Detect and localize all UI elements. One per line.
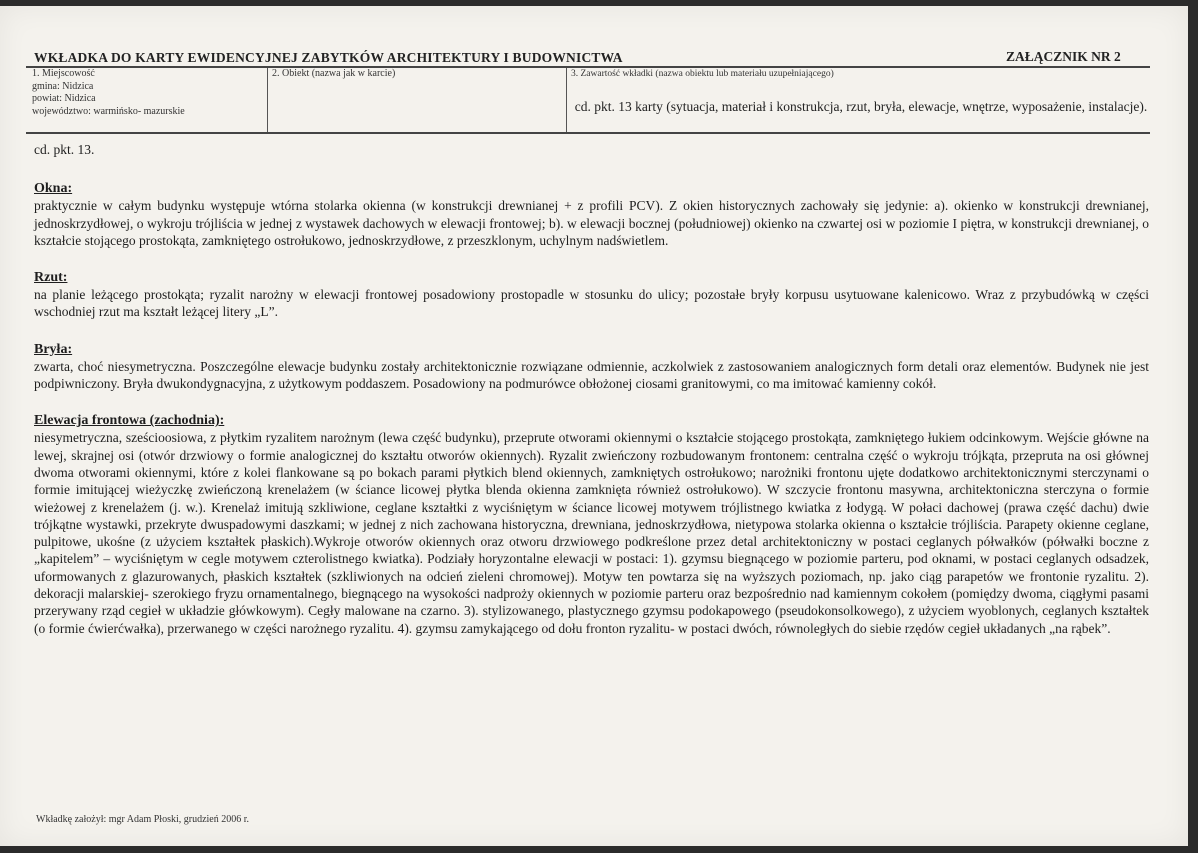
section-heading: Elewacja frontowa (zachodnia): <box>34 413 225 429</box>
object-cell <box>267 68 567 132</box>
section-bryla <box>34 341 1149 393</box>
wojewodztwo-value: województwo: warmińsko- mazurskie <box>32 105 185 117</box>
contents-cell <box>566 68 1155 132</box>
document-title: WKŁADKA DO KARTY EWIDENCYJNEJ ZABYTKÓW ARCHITEKTURY I BUDOWNICTWA <box>34 50 623 65</box>
section-okna <box>34 180 1149 249</box>
section-body: niesymetryczna, sześcioosiowa, z płytkim ryzalitem narożnym (lewa część budynku), przeprute otworami okiennymi o kształcie stojącego prostokąta, zamkniętego łukiem odcinkowym. Wejście główne na lewej, skrajnej osi (otwór drzwiowy o formie analogicznej do kształtu otworów okiennych). Ryzalit zwieńczony rozbudowanym frontonem: centralna część o wykroju trójkąta, przeprutа na osi głównej dwoma otworami okiennymi, które z kolei flankowane są po bokach parami płytkich blend okiennych, zamkniętych ostrołukowo; narożniki frontonu ujęte dodatkowo architektonicznymi sterczynami o formie imitującej wieżyczkę zwieńczoną krenelażem (w ściance licowej płytka blenda okienna zamknięta również ostrołukowo). W szczycie frontonu masywna, architektoniczna sterczyna o formie wieżowej z krenelażem (j. w.). Krenelaż imitują szkliwione, ceglane kształtki z wyciśniętym w ściance licowej motywem trójlistnego kwiatka z łodygą. W połaci dachowej (prawa część dachu) dwie trójkątne wystawki, przekryte dwuspadowymi daszkami; w jednej z nich zachowana historyczna, drewniana, jednoskrzydłowa, nietypowa stolarka okienna o kształcie trójliścia. Parapety okienne ceglane, pulpitowe, ukośne (z użyciem kształtek płaskich).Wykroje otworów okiennych oraz otworu drzwiowego podkreślone przez detal architektoniczny w postaci ceglanych półwałków (półwałki boczne z „kapitelem” – wyciśniętym w cegle motywem czterolistnego kwiatka). Podziały horyzontalne elewacji w postaci: 1). gzymsu biegnącego w poziomie parteru, pod oknami, w postaci ceglanych odsadzek, uformowanych z glazurowanych, płaskich kształtek (szkliwionych na odcień zieleni chromowej). Motyw ten powtarza się na wyższych poziomach, np. jako ciąg parapetów we frontonie ryzalitu. 2). dekoracji malarskiej- szerokiego fryzu ornamentalnego, biegnącego na wysokości nadproży okiennych w poziomie parteru oraz bezpośrednio nad kamiennym cokołem (pomiędzy dwoma, ciągłymi pasami przerywany rząd cegieł w układzie główkowym). Cegły malowane na czarno. 3). stylizowanego, plastycznego gzymsu podokapowego (pseudokonsolkowego), z użyciem wyoblonych, ceglanych kształtek (o formie ćwierćwałka), przerwanego w części narożnego ryzalitu. 4). gzymsu zamykającego od dołu fronton ryzalitu- w postaci dwóch, równoległych do siebie rzędów cegieł układanych „na rąbek”. <box>34 430 1149 636</box>
section-heading: Rzut: <box>34 270 68 286</box>
location-label: 1. Miejscowość <box>32 68 95 79</box>
section-body: zwarta, choć niesymetryczna. Poszczególne elewacje budynku zostały architektonicznie rozwiązane odmiennie, aczkolwiek z zastosowaniem analogicznych form detali oraz elementów. Budynek nie jest podpiwniczony. Bryła dwukondygnacyjna, z użytkowym poddaszem. Posadowiony na podmurówce obłożonej ciosami granitowymi, co ma imitować kamienny cokół. <box>34 358 1149 392</box>
contents-label: 3. Zawartość wkładki (nazwa obiektu lub materiału uzupełniającego) <box>571 69 834 79</box>
contents-value: cd. pkt. 13 karty (sytuacja, materiał i konstrukcja, rzut, bryła, elewacje, wnętrze, wyposażenie, instalacje). <box>574 99 1148 114</box>
section-rzut <box>34 269 1149 321</box>
header-table <box>26 66 1150 134</box>
section-body: praktycznie w całym budynku występuje wtórna stolarka okienna (w konstrukcji drewnianej + z profili PCV). Z okien historycznych zachowały się jedynie: a). okienko w konstrukcji drewnianej, jednoskrzydłowej, o wykroju trójliścia w jednej z wystawek dachowych w elewacji frontowej; b). w elewacji bocznej (południowej) okienko na czwartej osi w poziomie I piętra, w konstrukcji drewnianej, o kształcie stojącego prostokąta, zamkniętego ostrołukowo, jednoskrzydłowe, z przeszklonym, uchylnym nadświetlem. <box>34 198 1149 248</box>
powiat-value: powiat: Nidzica <box>32 93 96 104</box>
document-body <box>34 141 1149 657</box>
attachment-number: ZAŁĄCZNIK NR 2 <box>1006 49 1121 64</box>
continuation-note: cd. pkt. 13. <box>34 142 95 157</box>
location-cell <box>26 68 270 132</box>
author-note: Wkładkę założył: mgr Adam Płoski, grudzień 2006 r. <box>36 814 250 825</box>
section-heading: Bryła: <box>34 341 73 357</box>
object-label: 2. Obiekt (nazwa jak w karcie) <box>272 68 396 79</box>
document-sheet <box>0 6 1188 846</box>
section-heading: Okna: <box>34 181 73 197</box>
section-elewacja-frontowa <box>34 412 1149 637</box>
section-body: na planie leżącego prostokąta; ryzalit narożny w elewacji frontowej posadowiony prostopadle w stosunku do ulicy; pozostałe bryły korpusu usytuowane kalenicowo. Wraz z przybudówką w części wschodniej rzut ma kształt leżącej litery „L”. <box>34 287 1149 320</box>
gmina-value: gmina: Nidzica <box>32 80 94 92</box>
